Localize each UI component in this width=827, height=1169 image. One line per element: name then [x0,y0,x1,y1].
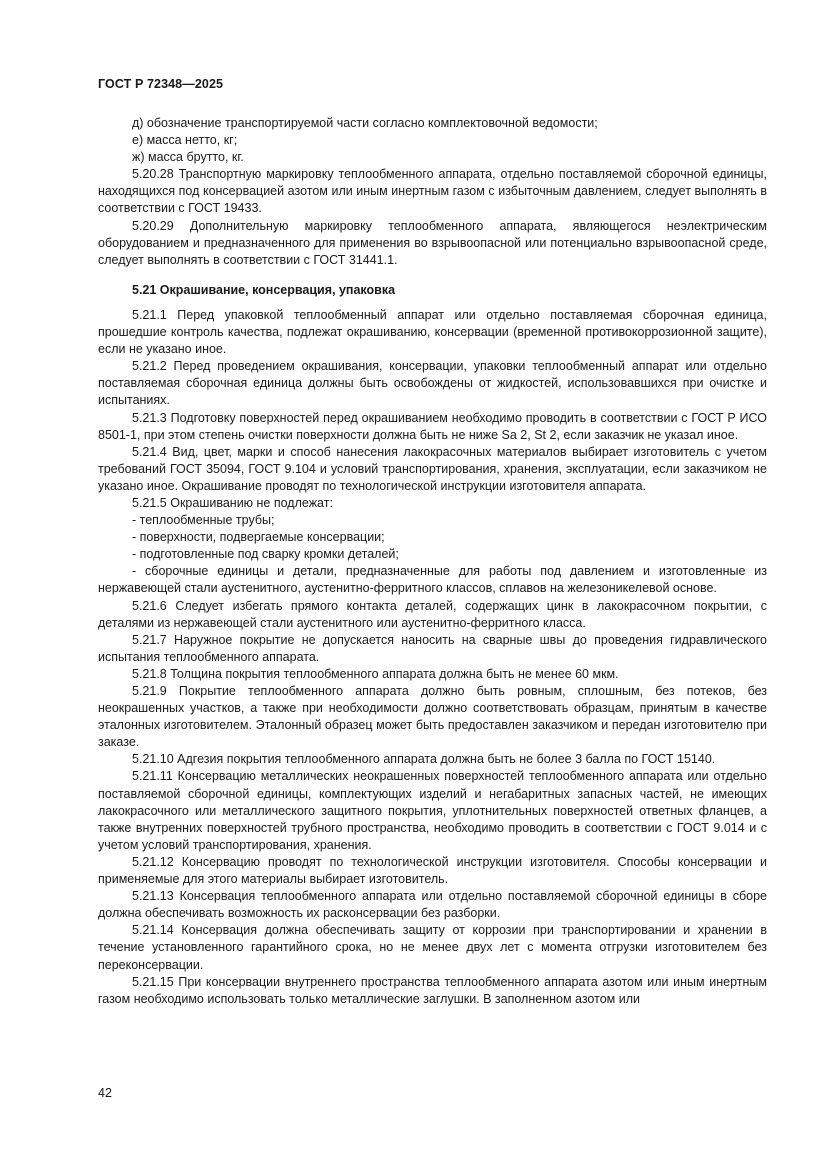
page-content [98,115,767,1008]
clause-5-21-5-item-4: - сборочные единицы и детали, предназначенные для работы под давлением и изготовленные из нержавеющей стали аустенитного, аустенитно-ферритного классов, сплавов на железоникелевой основе. [98,564,767,596]
clause-5-20-29: 5.20.29 Дополнительную маркировку теплообменного аппарата, являющегося неэлектрическим оборудованием и предназначенного для применения во взрывоопасной или потенциально взрывоопасной среде, следует выполнять в соответствии с ГОСТ 31441.1. [98,218,767,267]
clause-5-21-7: 5.21.7 Наружное покрытие не допускается наносить на сварные швы до проведения гидравлического испытания теплообменного аппарата. [98,632,767,664]
clause-5-21-14: 5.21.14 Консервация должна обеспечивать защиту от коррозии при транспортировании и хранении в течение установленного гарантийного срока, но не менее двух лет с момента отгрузки изготовителем без переконсервации. [98,923,767,972]
clause-5-21-11: 5.21.11 Консервацию металлических неокрашенных поверхностей теплообменного аппарата или отдельно поставляемой сборочной единицы, комплектующих изделий и негабаритных запасных частей, не имеющих лакокрасочного или металлического защитного покрытия, уплотнительных поверхностей ответных фланцев, а также внутренних поверхностей трубного пространства, необходимо проводить в соответствии с ГОСТ 9.014 и с учетом условий транспортирования, хранения. [98,769,767,852]
clause-5-21-2: 5.21.2 Перед проведением окрашивания, консервации, упаковки теплообменный аппарат или отдельно поставляемая сборочная единица должны быть освобождены от жидкостей, использовавшихся при очистке и испытаниях. [98,359,767,408]
clause-5-21-15: 5.21.15 При консервации внутреннего пространства теплообменного аппарата азотом или иным инертным газом необходимо использовать только металлические заглушки. В заполненном азотом или [98,974,767,1006]
page-number: 42 [98,1086,112,1100]
clause-5-21-8: 5.21.8 Толщина покрытия теплообменного аппарата должна быть не менее 60 мкм. [132,666,619,681]
section-heading-5-21: 5.21 Окрашивание, консервация, упаковка [132,282,396,297]
clause-5-21-6: 5.21.6 Следует избегать прямого контакта деталей, содержащих цинк в лакокрасочном покрытии, с деталями из нержавеющей стали аустенитного или аустенитно-ферритного класса. [98,598,767,630]
clause-5-20-28: 5.20.28 Транспортную маркировку теплообменного аппарата, отдельно поставляемой сборочной единицы, находящихся под консервацией азотом или иным инертным газом с избыточным давлением, следует выполнять в соответствии с ГОСТ 19433. [98,167,767,216]
clause-5-21-4: 5.21.4 Вид, цвет, марки и способ нанесения лакокрасочных материалов выбирает изготовитель с учетом требований ГОСТ 35094, ГОСТ 9.104 и условий транспортирования, хранения, эксплуатации, если заказчиком не указано иное. Окрашивание проводят по технологической инструкции изготовителя аппарата. [98,444,767,493]
clause-5-21-3: 5.21.3 Подготовку поверхностей перед окрашиванием необходимо проводить в соответствии с ГОСТ Р ИСО 8501-1, при этом степень очистки поверхности должна быть не ниже Sa 2, St 2, если заказчик не указал иное. [98,410,767,442]
list-item-e: е) масса нетто, кг; [132,133,238,148]
clause-5-21-1: 5.21.1 Перед упаковкой теплообменный аппарат или отдельно поставляемая сборочная единица, прошедшие контроль качества, подлежат окрашиванию, консервации (временной противокоррозионной защите), если не указано иное. [98,307,767,357]
clause-5-21-9: 5.21.9 Покрытие теплообменного аппарата должно быть ровным, сплошным, без потеков, без неокрашенных участков, а также при необходимости должно соответствовать образцам, принятым в качестве эталонных изготовителем. Эталонный образец может быть предоставлен заказчиком и передан изготовителю при заказе. [98,684,767,750]
document-header: ГОСТ Р 72348—2025 [98,77,224,91]
clause-5-21-5-item-3: - подготовленные под сварку кромки деталей; [132,547,399,562]
clause-5-21-5-item-1: - теплообменные трубы; [132,513,275,528]
list-item-zh: ж) масса брутто, кг. [132,150,244,165]
clause-5-21-5-item-2: - поверхности, подвергаемые консервации; [132,530,385,545]
clause-5-21-10: 5.21.10 Адгезия покрытия теплообменного аппарата должна быть не более 3 балла по ГОСТ 15140. [132,752,716,767]
clause-5-21-5: 5.21.5 Окрашиванию не подлежат: [132,495,333,510]
clause-5-21-12: 5.21.12 Консервацию проводят по технологической инструкции изготовителя. Способы консервации и применяемые для этого материалы выбирает изготовитель. [98,854,767,887]
clause-5-21-13: 5.21.13 Консервация теплообменного аппарата или отдельно поставляемой сборочной единицы в сборе должна обеспечивать возможность их расконсервации без разборки. [98,889,767,921]
list-item-d: д) обозначение транспортируемой части согласно комплектовочной ведомости; [132,116,598,130]
